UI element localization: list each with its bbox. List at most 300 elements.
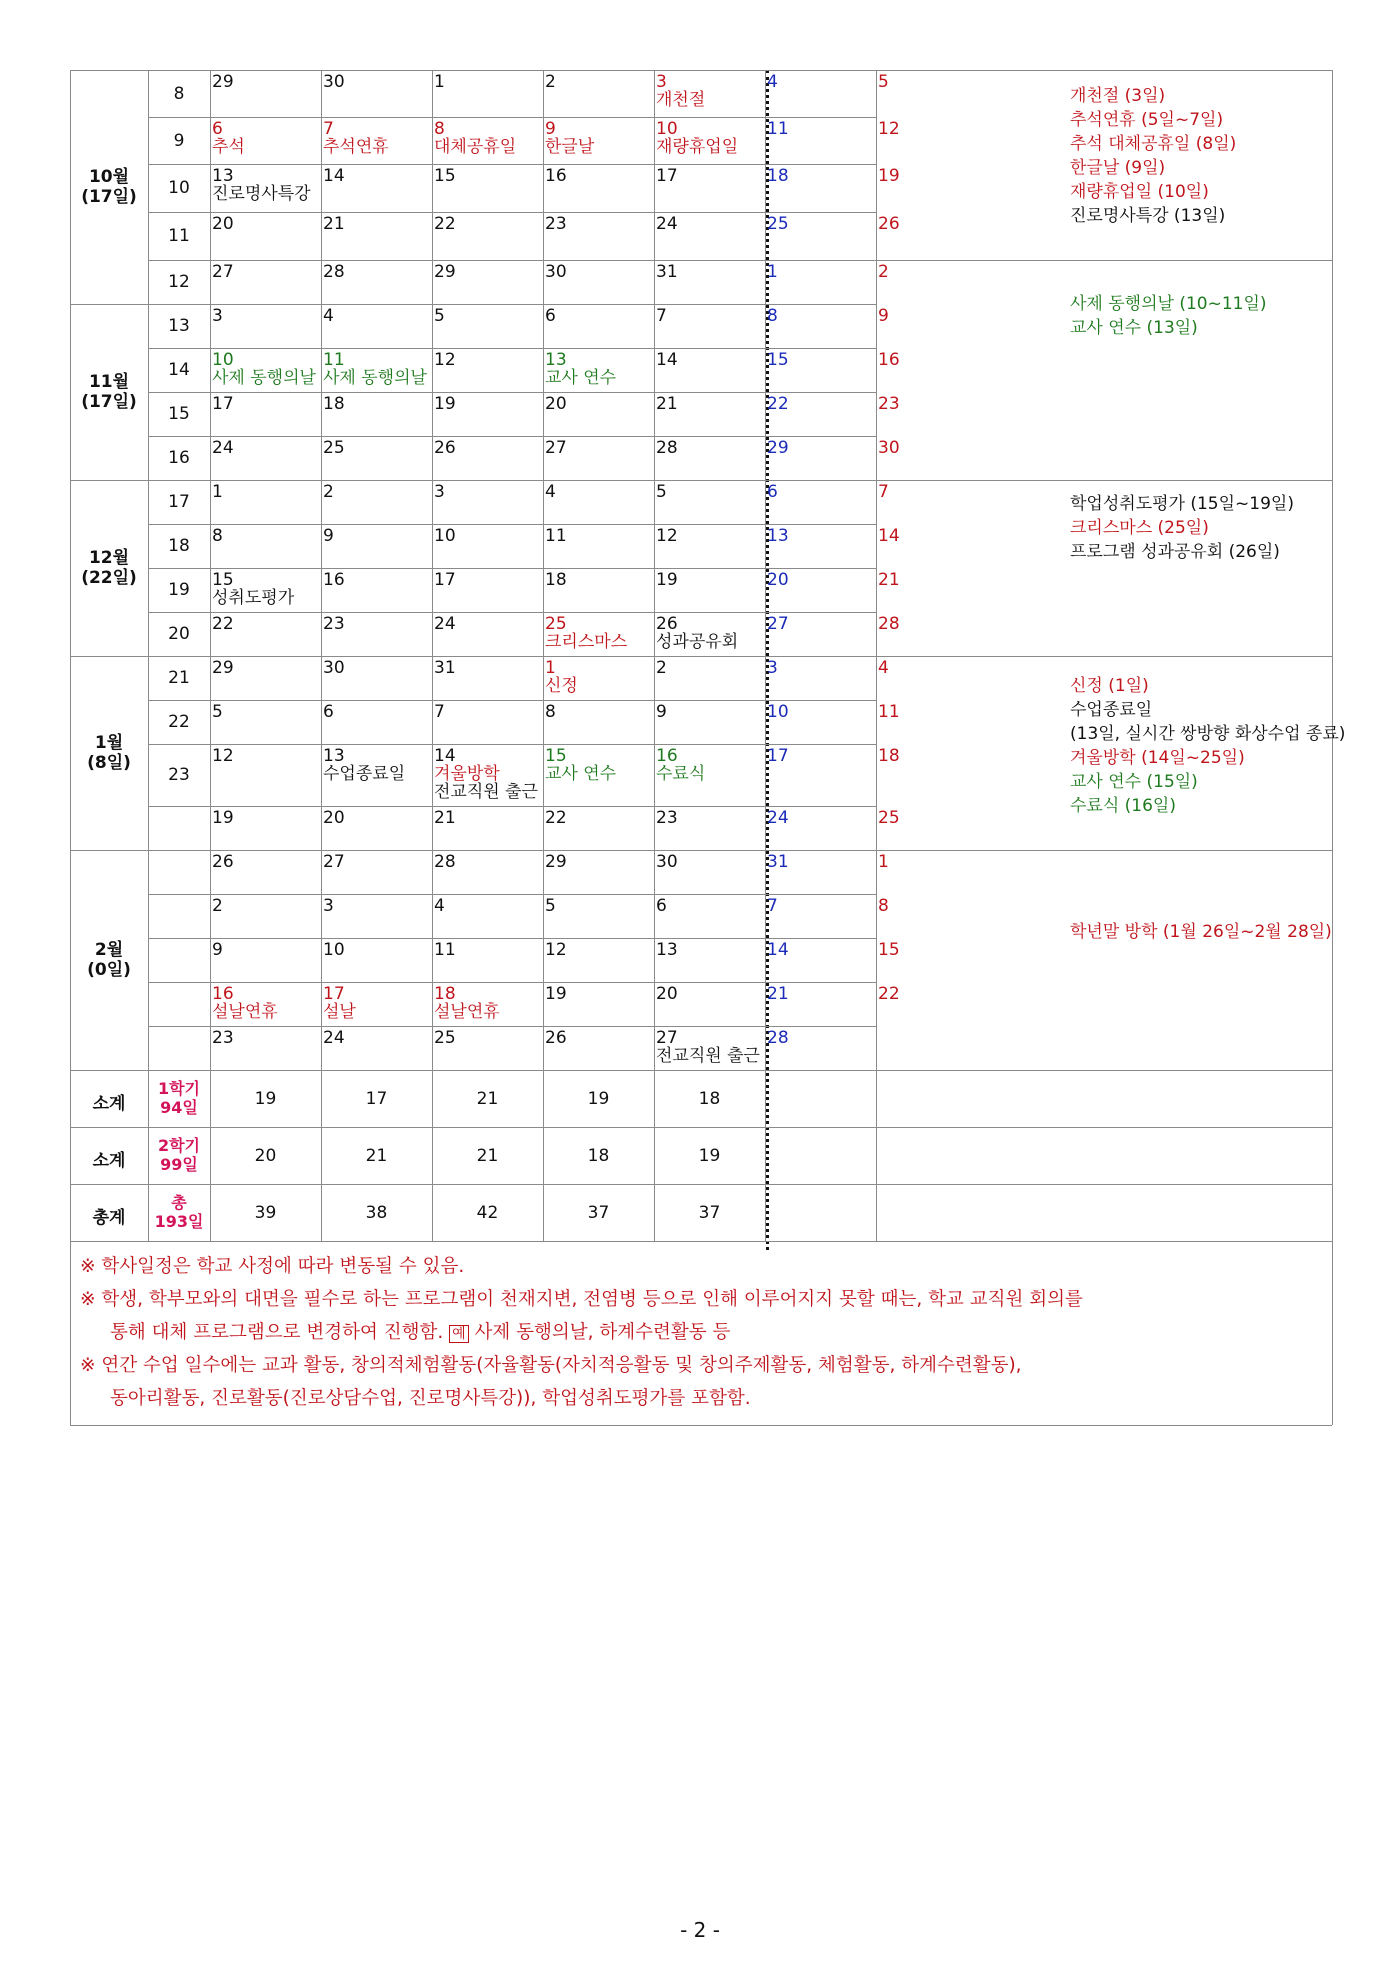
day-cell	[323, 73, 345, 91]
month-notes	[1070, 920, 1332, 944]
day-number: 25	[767, 214, 789, 234]
day-number: 28	[656, 438, 678, 458]
day-cell	[212, 439, 234, 457]
day-event: 전교직원 출근	[434, 782, 538, 802]
day-cell	[545, 985, 567, 1003]
week-number: 14	[168, 360, 190, 380]
day-number: 11	[767, 119, 789, 139]
day-cell	[656, 659, 667, 677]
day-cell	[878, 985, 900, 1003]
day-cell	[434, 985, 500, 1021]
day-number: 21	[767, 984, 789, 1004]
day-cell	[767, 571, 789, 589]
grid-line	[70, 1184, 1332, 1185]
day-cell	[323, 853, 345, 871]
day-number: 13	[212, 166, 234, 186]
footnote-2-text: 통해 대체 프로그램으로 변경하여 진행함.	[110, 1322, 444, 1343]
day-number: 22	[434, 214, 456, 234]
day-event: 크리스마스	[545, 632, 628, 652]
month-school-days: (0일)	[87, 960, 131, 980]
semester-days: 94일	[160, 1098, 198, 1117]
day-number: 16	[878, 350, 900, 370]
day-cell	[434, 615, 456, 633]
day-number: 18	[878, 746, 900, 766]
grid-line	[148, 744, 876, 745]
day-cell	[545, 167, 567, 185]
day-cell	[878, 351, 900, 369]
note-line: 추석연휴 (5일~7일)	[1070, 110, 1224, 130]
weekday-count: 37	[587, 1203, 610, 1223]
day-cell	[434, 395, 456, 413]
note-line: 학업성취도평가 (15일~19일)	[1070, 494, 1294, 514]
day-cell	[656, 307, 667, 325]
grid-line	[148, 348, 876, 349]
day-cell	[212, 307, 223, 325]
day-number: 29	[212, 658, 234, 678]
day-number: 20	[545, 394, 567, 414]
day-cell	[767, 1029, 789, 1047]
day-number: 4	[434, 896, 445, 916]
day-number: 3	[656, 72, 667, 92]
day-event: 성취도평가	[212, 588, 295, 608]
week-number: 22	[168, 712, 190, 732]
grid-line	[148, 938, 876, 939]
day-cell	[545, 809, 567, 827]
day-cell	[656, 985, 678, 1003]
day-cell	[878, 527, 900, 545]
day-cell	[545, 703, 556, 721]
day-cell	[212, 853, 234, 871]
day-number: 21	[434, 808, 456, 828]
day-cell	[212, 73, 234, 91]
day-cell	[323, 985, 356, 1021]
day-number: 2	[656, 658, 667, 678]
note-line: 겨울방학 (14일~25일)	[1070, 748, 1245, 768]
month-school-days: (17일)	[81, 187, 137, 207]
week-number: 20	[168, 624, 190, 644]
day-event: 사제 동행의날	[212, 368, 316, 388]
day-cell	[434, 941, 456, 959]
day-cell	[878, 659, 889, 677]
note-line: 크리스마스 (25일)	[1070, 518, 1209, 538]
day-cell	[545, 395, 567, 413]
day-cell	[878, 897, 889, 915]
day-number: 24	[212, 438, 234, 458]
day-number: 2	[878, 262, 889, 282]
day-cell	[434, 571, 456, 589]
week-number: 10	[168, 178, 190, 198]
month-label	[70, 167, 148, 207]
weekday-count: 37	[698, 1203, 721, 1223]
week-number: 15	[168, 404, 190, 424]
semester-total	[148, 1079, 210, 1117]
day-number: 28	[434, 852, 456, 872]
day-cell	[323, 215, 345, 233]
month-name: 11월	[88, 372, 130, 392]
day-number: 10	[323, 940, 345, 960]
day-number: 24	[434, 614, 456, 634]
day-cell	[212, 659, 234, 677]
day-number: 15	[434, 166, 456, 186]
day-number: 17	[656, 166, 678, 186]
week-number: 11	[168, 226, 190, 246]
day-cell	[545, 747, 616, 783]
day-event: 성과공유회	[656, 632, 739, 652]
day-cell	[323, 395, 345, 413]
day-cell	[767, 985, 789, 1003]
day-cell	[434, 351, 456, 369]
day-number: 27	[656, 1028, 678, 1048]
day-number: 10	[212, 350, 234, 370]
day-cell	[434, 439, 456, 457]
day-number: 19	[434, 394, 456, 414]
day-number: 13	[545, 350, 567, 370]
day-cell	[323, 307, 334, 325]
day-number: 15	[212, 570, 234, 590]
note-line: 수료식 (16일)	[1070, 796, 1176, 816]
grid-line	[876, 656, 1332, 657]
day-cell	[545, 615, 627, 651]
day-cell	[656, 571, 678, 589]
day-cell	[434, 747, 538, 801]
grid-line	[148, 524, 876, 525]
weekday-count: 18	[587, 1146, 610, 1166]
day-cell	[878, 307, 889, 325]
day-number: 26	[878, 214, 900, 234]
day-cell	[545, 941, 567, 959]
grid-line	[321, 70, 322, 1241]
day-cell	[656, 1029, 760, 1065]
day-cell	[545, 351, 616, 387]
day-number: 1	[767, 262, 778, 282]
day-number: 18	[545, 570, 567, 590]
grid-line	[148, 436, 876, 437]
day-number: 11	[878, 702, 900, 722]
day-number: 8	[767, 306, 778, 326]
footnote-3-continued: 동아리활동, 진로활동(진로상담수업, 진로명사특강)), 학업성취도평가를 포함함.	[110, 1388, 751, 1409]
day-number: 14	[878, 526, 900, 546]
day-cell	[434, 307, 445, 325]
day-number: 27	[545, 438, 567, 458]
day-number: 1	[545, 658, 556, 678]
day-number: 31	[767, 852, 789, 872]
day-cell	[323, 263, 345, 281]
day-number: 16	[323, 570, 345, 590]
day-cell	[656, 395, 678, 413]
footnote-2-continued	[80, 1316, 1325, 1349]
day-cell	[545, 897, 556, 915]
day-number: 22	[878, 984, 900, 1004]
day-number: 1	[434, 72, 445, 92]
day-cell	[767, 395, 789, 413]
day-number: 8	[434, 119, 445, 139]
day-number: 29	[212, 72, 234, 92]
day-cell	[545, 73, 556, 91]
day-event: 교사 연수	[545, 764, 617, 784]
grid-line	[148, 260, 876, 261]
day-cell	[212, 527, 223, 545]
day-cell	[656, 167, 678, 185]
day-number: 24	[323, 1028, 345, 1048]
semester-total	[148, 1136, 210, 1174]
day-cell	[434, 897, 445, 915]
day-number: 3	[212, 306, 223, 326]
day-number: 20	[656, 984, 678, 1004]
month-label	[70, 733, 148, 773]
month-label	[70, 940, 148, 980]
day-cell	[656, 747, 705, 783]
semester-name: 총	[171, 1193, 187, 1212]
day-number: 5	[656, 482, 667, 502]
day-cell	[878, 73, 889, 91]
semester-days: 193일	[154, 1212, 204, 1231]
note-line: 프로그램 성과공유회 (26일)	[1070, 542, 1280, 562]
day-number: 13	[323, 746, 345, 766]
grid-line	[148, 392, 876, 393]
day-cell	[434, 120, 516, 156]
day-event: 진로명사특강	[212, 184, 311, 204]
day-number: 25	[323, 438, 345, 458]
day-cell	[212, 1029, 234, 1047]
day-number: 9	[323, 526, 334, 546]
note-line: 교사 연수 (13일)	[1070, 318, 1198, 338]
grid-line	[654, 70, 655, 1241]
day-number: 7	[656, 306, 667, 326]
grid-line	[148, 164, 876, 165]
day-cell	[545, 120, 594, 156]
day-cell	[878, 747, 900, 765]
week-number: 21	[168, 668, 190, 688]
note-line: 신정 (1일)	[1070, 676, 1149, 696]
weekday-count: 21	[476, 1089, 499, 1109]
day-event: 겨울방학	[434, 764, 500, 784]
day-number: 7	[878, 482, 889, 502]
day-number: 4	[323, 306, 334, 326]
day-cell	[656, 263, 678, 281]
day-number: 2	[545, 72, 556, 92]
note-line: 진로명사특강 (13일)	[1070, 206, 1226, 226]
grid-line	[876, 1070, 1332, 1071]
day-number: 21	[878, 570, 900, 590]
day-number: 3	[323, 896, 334, 916]
grid-line	[70, 850, 876, 851]
day-event: 전교직원 출근	[656, 1046, 760, 1066]
day-number: 20	[212, 214, 234, 234]
day-cell	[656, 615, 738, 651]
day-cell	[656, 897, 667, 915]
semester-total	[148, 1193, 210, 1231]
day-cell	[545, 439, 567, 457]
day-cell	[767, 809, 789, 827]
week-number: 13	[168, 316, 190, 336]
day-number: 5	[878, 72, 889, 92]
day-cell	[212, 941, 223, 959]
day-cell	[767, 527, 789, 545]
day-number: 23	[545, 214, 567, 234]
day-cell	[323, 351, 427, 387]
day-number: 29	[434, 262, 456, 282]
day-cell	[323, 483, 334, 501]
day-number: 30	[323, 72, 345, 92]
grid-line	[148, 806, 876, 807]
day-event: 재량휴업일	[656, 137, 739, 157]
day-number: 30	[656, 852, 678, 872]
day-number: 26	[545, 1028, 567, 1048]
day-number: 28	[878, 614, 900, 634]
example-box-label: 예	[449, 1325, 469, 1343]
day-number: 27	[767, 614, 789, 634]
day-number: 28	[323, 262, 345, 282]
month-school-days: (17일)	[81, 392, 137, 412]
grid-line	[148, 894, 876, 895]
day-number: 20	[767, 570, 789, 590]
day-cell	[656, 527, 678, 545]
day-cell	[545, 307, 556, 325]
day-number: 6	[323, 702, 334, 722]
note-line: 학년말 방학 (1월 26일~2월 28일)	[1070, 922, 1332, 942]
month-notes	[1070, 84, 1236, 228]
page-number: - 2 -	[680, 1918, 720, 1942]
day-cell	[878, 395, 900, 413]
week-number: 18	[168, 536, 190, 556]
day-cell	[767, 307, 778, 325]
day-number: 5	[434, 306, 445, 326]
day-number: 14	[767, 940, 789, 960]
day-number: 23	[323, 614, 345, 634]
day-cell	[656, 809, 678, 827]
day-number: 25	[878, 808, 900, 828]
day-cell	[212, 615, 234, 633]
month-name: 12월	[88, 548, 130, 568]
day-number: 30	[545, 262, 567, 282]
day-cell	[767, 659, 778, 677]
week-number: 17	[168, 492, 190, 512]
day-cell	[212, 263, 234, 281]
day-number: 16	[212, 984, 234, 1004]
day-cell	[212, 351, 316, 387]
grid-line	[876, 260, 1332, 261]
weekday-count: 21	[365, 1146, 388, 1166]
day-number: 19	[212, 808, 234, 828]
day-number: 8	[545, 702, 556, 722]
day-number: 19	[656, 570, 678, 590]
day-number: 9	[212, 940, 223, 960]
day-number: 17	[767, 746, 789, 766]
day-number: 9	[878, 306, 889, 326]
grid-line	[70, 1070, 876, 1071]
day-number: 18	[323, 394, 345, 414]
day-number: 12	[212, 746, 234, 766]
day-number: 26	[656, 614, 678, 634]
day-event: 수료식	[656, 764, 706, 784]
day-event: 추석연휴	[323, 137, 389, 157]
day-cell	[656, 215, 678, 233]
day-event: 한글날	[545, 137, 595, 157]
day-number: 17	[323, 984, 345, 1004]
note-line: (13일, 실시간 쌍방향 화상수업 종료)	[1070, 724, 1346, 744]
day-cell	[323, 615, 345, 633]
day-number: 1	[878, 852, 889, 872]
weekday-count: 19	[698, 1146, 721, 1166]
day-cell	[434, 853, 456, 871]
day-cell	[878, 853, 889, 871]
grid-line	[543, 70, 544, 1241]
day-number: 18	[767, 166, 789, 186]
day-cell	[212, 747, 234, 765]
day-event: 수업종료일	[323, 764, 406, 784]
day-number: 27	[212, 262, 234, 282]
day-number: 23	[656, 808, 678, 828]
day-number: 8	[212, 526, 223, 546]
day-number: 7	[767, 896, 778, 916]
day-cell	[323, 747, 405, 783]
day-number: 3	[434, 482, 445, 502]
summary-label: 총계	[92, 1208, 126, 1228]
day-cell	[212, 167, 311, 203]
day-cell	[434, 1029, 456, 1047]
day-number: 21	[656, 394, 678, 414]
day-cell	[878, 215, 900, 233]
day-number: 8	[878, 896, 889, 916]
month-name: 10월	[88, 167, 130, 187]
day-cell	[434, 703, 445, 721]
day-cell	[767, 215, 789, 233]
footnotes	[80, 1250, 1325, 1415]
day-event: 추석	[212, 137, 245, 157]
day-number: 29	[767, 438, 789, 458]
month-notes	[1070, 674, 1345, 818]
day-cell	[656, 941, 678, 959]
day-cell	[545, 571, 567, 589]
day-number: 22	[767, 394, 789, 414]
day-number: 17	[212, 394, 234, 414]
day-number: 25	[545, 614, 567, 634]
day-cell	[212, 703, 223, 721]
day-cell	[767, 263, 778, 281]
weekday-count: 17	[365, 1089, 388, 1109]
note-line: 한글날 (9일)	[1070, 158, 1166, 178]
day-number: 10	[767, 702, 789, 722]
day-cell	[545, 853, 567, 871]
day-cell	[545, 1029, 567, 1047]
note-line: 추석 대체공휴일 (8일)	[1070, 134, 1237, 154]
day-number: 19	[878, 166, 900, 186]
weekday-count: 18	[698, 1089, 721, 1109]
day-cell	[323, 809, 345, 827]
day-number: 4	[767, 72, 778, 92]
note-line: 개천절 (3일)	[1070, 86, 1166, 106]
day-number: 2	[212, 896, 223, 916]
grid-line	[148, 700, 876, 701]
footnote-3: ※ 연간 수업 일수에는 교과 활동, 창의적체험활동(자율활동(자치적응활동 및 창의주제활동, 체험활동, 하계수련활동),	[80, 1355, 1022, 1376]
table-border	[70, 70, 1332, 71]
day-number: 19	[545, 984, 567, 1004]
day-number: 26	[212, 852, 234, 872]
day-event: 대체공휴일	[434, 137, 517, 157]
grid-line	[148, 982, 876, 983]
day-number: 16	[656, 746, 678, 766]
day-number: 14	[656, 350, 678, 370]
day-number: 11	[434, 940, 456, 960]
day-cell	[323, 439, 345, 457]
semester-name: 2학기	[157, 1136, 201, 1155]
day-cell	[545, 263, 567, 281]
grid-line	[432, 70, 433, 1241]
day-cell	[323, 1029, 345, 1047]
grid-line	[70, 656, 876, 657]
day-cell	[767, 120, 789, 138]
grid-line	[876, 70, 877, 1241]
